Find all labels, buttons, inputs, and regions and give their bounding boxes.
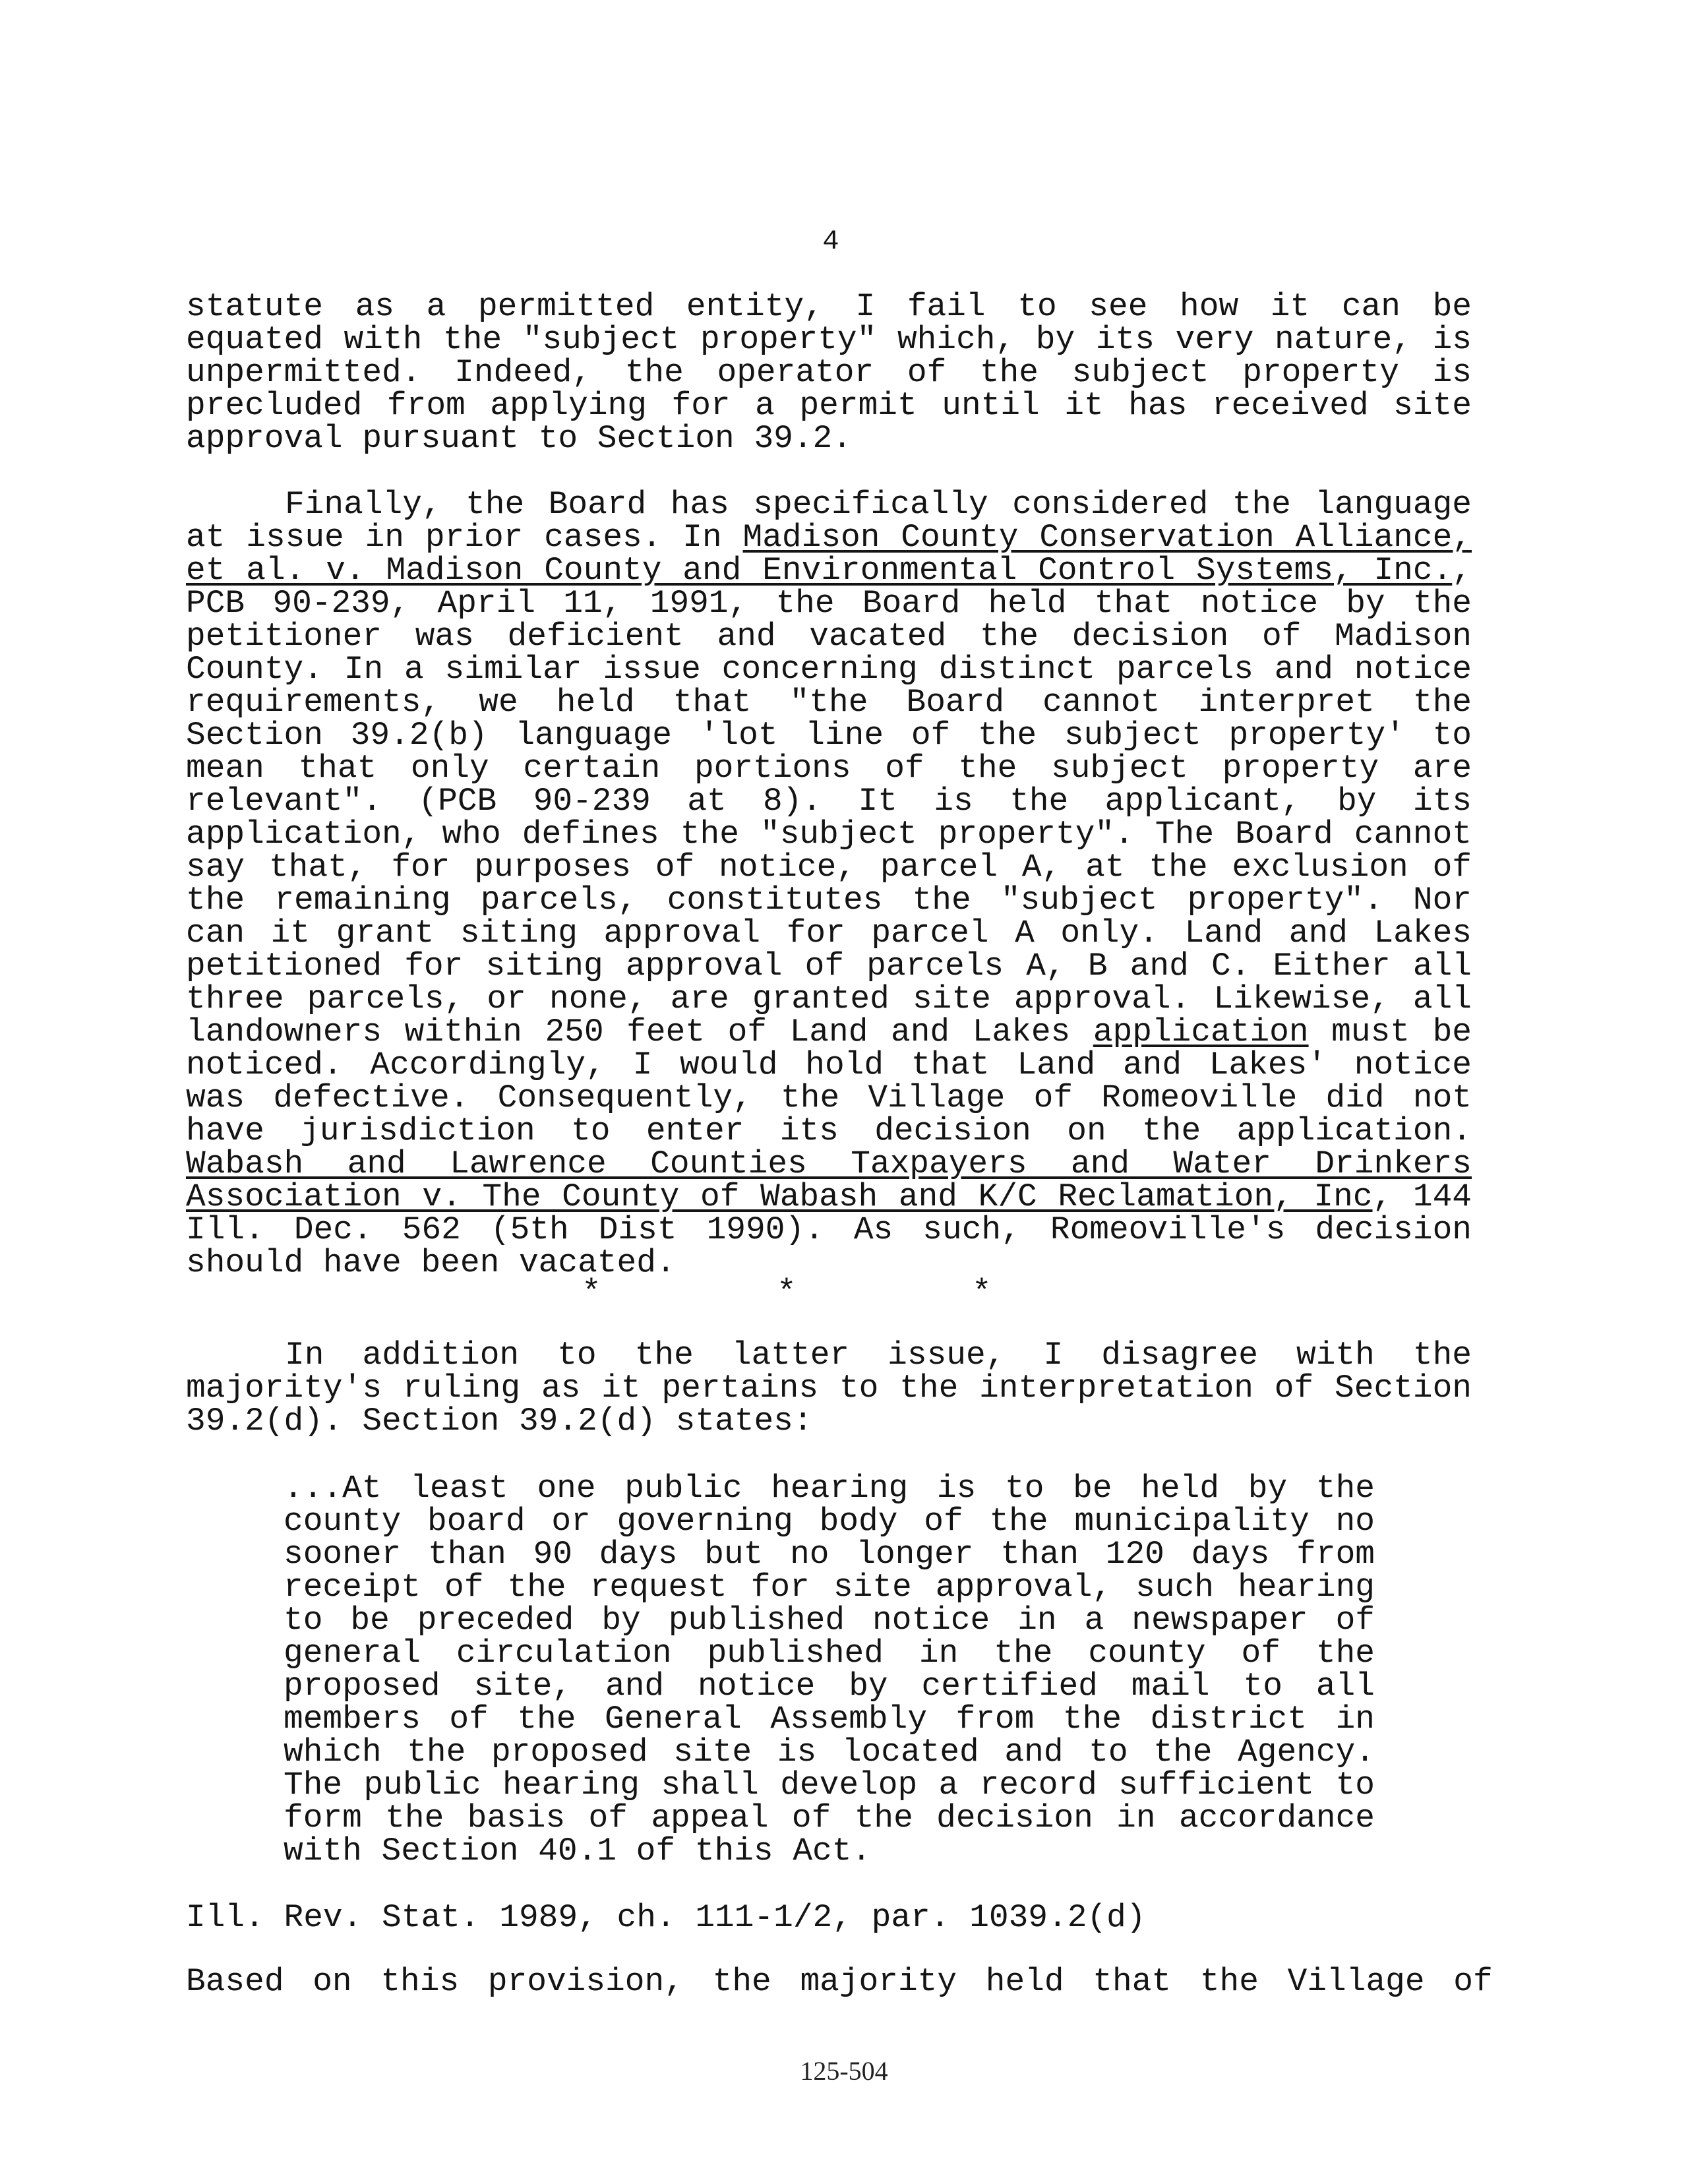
- separator-star: *: [777, 1274, 797, 1311]
- paragraph-addition: In addition to the latter issue, I disagree with the majority's ruling as it pertains to the interpretation of Section 39.2(d). Section 39.2(d) states:: [186, 1337, 1472, 1440]
- paragraph-text: Finally, the Board has specifically considered the language at issue in prior cases. In: [186, 486, 1472, 556]
- paragraph-based-on: Based on this provision, the majority held that the Village of: [186, 1963, 1493, 2000]
- paragraph-text: must be noticed. Accordingly, I would hold that Land and Lakes' notice was defective. Consequently, the Village of Romeoville did not have jurisdiction to enter its decision on the application.: [186, 1014, 1472, 1149]
- paragraph-text: , 144 Ill. Dec. 562 (5th Dist 1990). As such, Romeoville's decision should have been vacated.: [186, 1178, 1472, 1281]
- paragraph-text: , PCB 90-239, April 11, 1991, the Board held that notice by the petitioner was deficient and vacated the decision of Madison County. In a similar issue concerning distinct parcels and notice requirements, we held that "the Board cannot interpret the Section 39.2(b) language 'lot line of the subject property' to mean that only certain portions of the subject property are relevant". (PCB 90-239 at 8). It is the applicant, by its application, who defines the "subject property". The Board cannot say that, for purposes of notice, parcel A, at the exclusion of the remaining parcels, constitutes the "subject property". Nor can it grant siting approval for parcel A only. Land and Lakes petitioned for siting approval of parcels A, B and C. Either all three parcels, or none, are granted site approval. Likewise, all landowners within 250 feet of Land and Lakes: [186, 552, 1472, 1050]
- block-quote-section-39-2d: ...At least one public hearing is to be held by the county board or governing body of the municipality no sooner than 90 days but no longer than 120 days from receipt of the request for site approval, such hearing to be preceded by published notice in a newspaper of general circulation published in the county of the proposed site, and notice by certified mail to all members of the General Assembly from the district in which the proposed site is located and to the Agency. The public hearing shall develop a record sufficient to form the basis of appeal of the decision in accordance with Section 40.1 of this Act.: [284, 1470, 1375, 1869]
- paragraph-statute: statute as a permitted entity, I fail to see how it can be equated with the "subject property" which, by its very nature, is unpermitted. Indeed, the operator of the subject property is precluded from applying for a permit until it has received site approval pursuant to Section 39.2.: [186, 288, 1472, 457]
- page-number: 4: [822, 226, 839, 257]
- case-citation-wabash: Wabash and Lawrence Counties Taxpayers and Water Drinkers Association v. The County of Wabash and K/C Reclamation, Inc: [186, 1145, 1472, 1215]
- paragraph-finally: [186, 488, 1472, 1279]
- separator-star: *: [972, 1274, 992, 1311]
- underlined-word-application: application: [1093, 1014, 1309, 1050]
- case-citation-madison: Madison County Conservation Alliance, et al. v. Madison County and Environmental Control Systems, Inc.: [186, 519, 1472, 589]
- statute-citation: Ill. Rev. Stat. 1989, ch. 111-1/2, par. 1039.2(d): [186, 1899, 1146, 1936]
- separator-star: *: [582, 1274, 601, 1311]
- document-footer-number: 125-504: [800, 2056, 888, 2086]
